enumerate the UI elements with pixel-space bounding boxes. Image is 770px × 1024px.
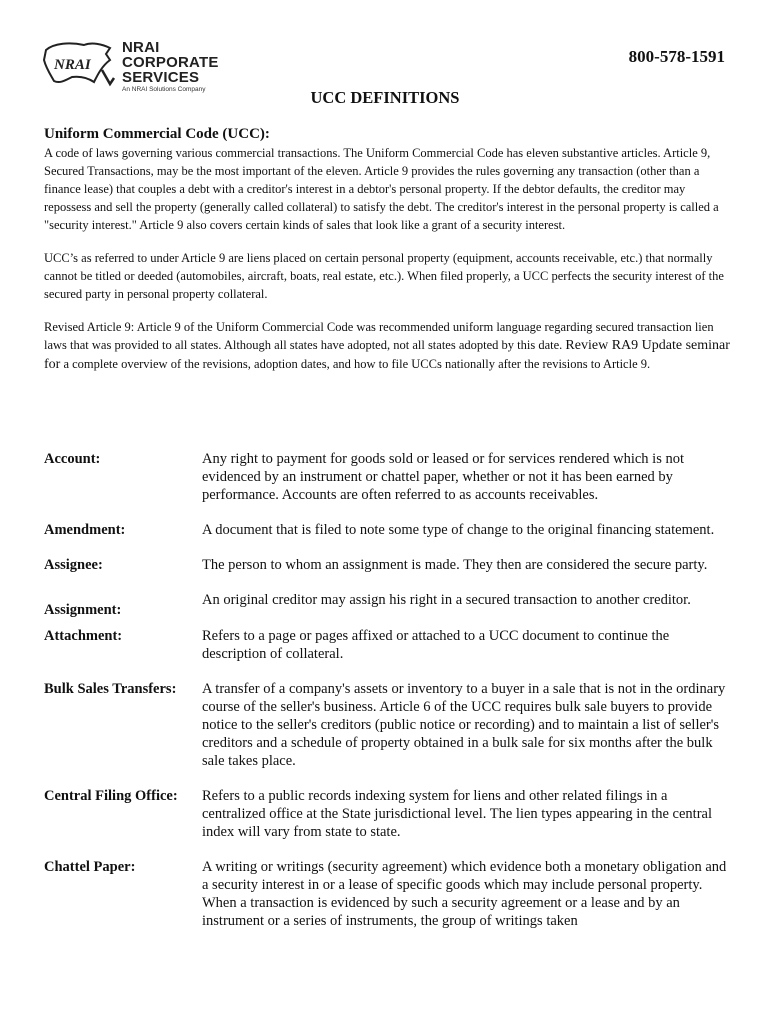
nrai-map-logo-icon [40, 40, 120, 90]
definitions-list [44, 450, 730, 947]
definition-term: Assignment: [44, 602, 122, 618]
intro-paragraph-2: UCC’s as referred to under Article 9 are liens placed on certain personal property (equipment, accounts receivable, etc.) that normally cannot be titled or deeded (automobiles, aircraft, boats, real estate, etc.). When filed properly, a UCC perfects the security interest of the secured party in personal property collateral. [44, 251, 724, 301]
intro-section [44, 126, 730, 374]
seminar-reference: Review RA9 Update seminar for [44, 338, 730, 372]
definition-term: Attachment: [44, 628, 123, 644]
definition-item [44, 680, 730, 770]
definition-text: A transfer of a company's assets or inventory to a buyer in a sale that is not in the ordinary course of the seller's business. Article 6 of the UCC requires bulk sale buyers to provide notice to the seller's creditors (public notice or recording) and to maintain a list of seller's creditors and a schedule of property obtained in a bulk sale for six months after the bulk sale takes place. [202, 681, 726, 769]
logo-line-2: CORPORATE [122, 54, 219, 71]
definition-text: Refers to a page or pages affixed or attached to a UCC document to continue the description of collateral. [202, 628, 670, 662]
definition-term: Chattel Paper: [44, 859, 136, 875]
svg-text:NRAI: NRAI [54, 57, 91, 73]
definition-item [44, 521, 730, 539]
definition-term: Central Filing Office: [44, 788, 178, 804]
revised-article-text: Revised Article 9: Article 9 of the Uniform Commercial Code was recommended uniform language regarding secured transaction lien laws that was provided to all states. Although all states have adopted, not all states adopted by this date. [44, 320, 714, 352]
seminar-description: a complete overview of the revisions, adoption dates, and how to file UCCs nationally after the revisions to Article 9. [63, 357, 651, 371]
definition-item [44, 556, 730, 574]
intro-paragraph-3 [44, 318, 730, 374]
definition-item [44, 450, 730, 504]
definition-term: Assignee: [44, 557, 103, 573]
page-title: UCC DEFINITIONS [310, 88, 460, 107]
logo-line-3: SERVICES [122, 69, 200, 86]
definition-term: Account: [44, 451, 101, 467]
intro-heading: Uniform Commercial Code (UCC): [44, 126, 270, 142]
definition-text: The person to whom an assignment is made. They then are considered the secure party. [202, 557, 708, 573]
definition-text: Any right to payment for goods sold or leased or for services rendered which is not evidenced by an instrument or chattel paper, whether or not it has been earned by performance. Accounts are often referred to as accounts receivables. [202, 451, 685, 503]
definition-text: An original creditor may assign his right in a secured transaction to another creditor. [202, 592, 691, 608]
logo-line-1: NRAI [122, 39, 160, 56]
definition-text: A writing or writings (security agreement) which evidence both a monetary obligation and a security interest in or a lease of specific goods which may include personal property. When a transaction is evidenced by such a security agreement or a lease and by an instrument or a series of instruments, the group of writings taken [202, 859, 727, 929]
logo-tagline: An NRAI Solutions Company [122, 86, 206, 93]
intro-paragraph-1: A code of laws governing various commercial transactions. The Uniform Commercial Code has eleven substantive articles. Article 9, Secured Transactions, may be the most important of the eleven. Article 9 provides the rules governing any transaction (other than a finance lease) that couples a debt with a creditor's interest in a debtor's personal property. If the debtor defaults, the creditor may repossess and sell the property (generally called collateral) to satisfy the debt. The creditor's interest in the personal property is called a "security interest." Article 9 also covers certain kinds of sales that look like a grant of a security interest. [44, 146, 719, 232]
definition-item [44, 787, 730, 841]
definition-text: A document that is filed to note some type of change to the original financing statement. [202, 522, 715, 538]
definition-term: Bulk Sales Transfers: [44, 681, 177, 697]
definition-text: Refers to a public records indexing system for liens and other related filings in a centralized office at the State jurisdictional level. The lien types appearing in the central index will vary from state to state. [202, 788, 712, 840]
phone-number: 800-578-1591 [628, 47, 725, 66]
definition-term: Amendment: [44, 522, 126, 538]
definition-item [44, 591, 730, 619]
definition-item [44, 858, 730, 930]
definition-item [44, 627, 730, 663]
